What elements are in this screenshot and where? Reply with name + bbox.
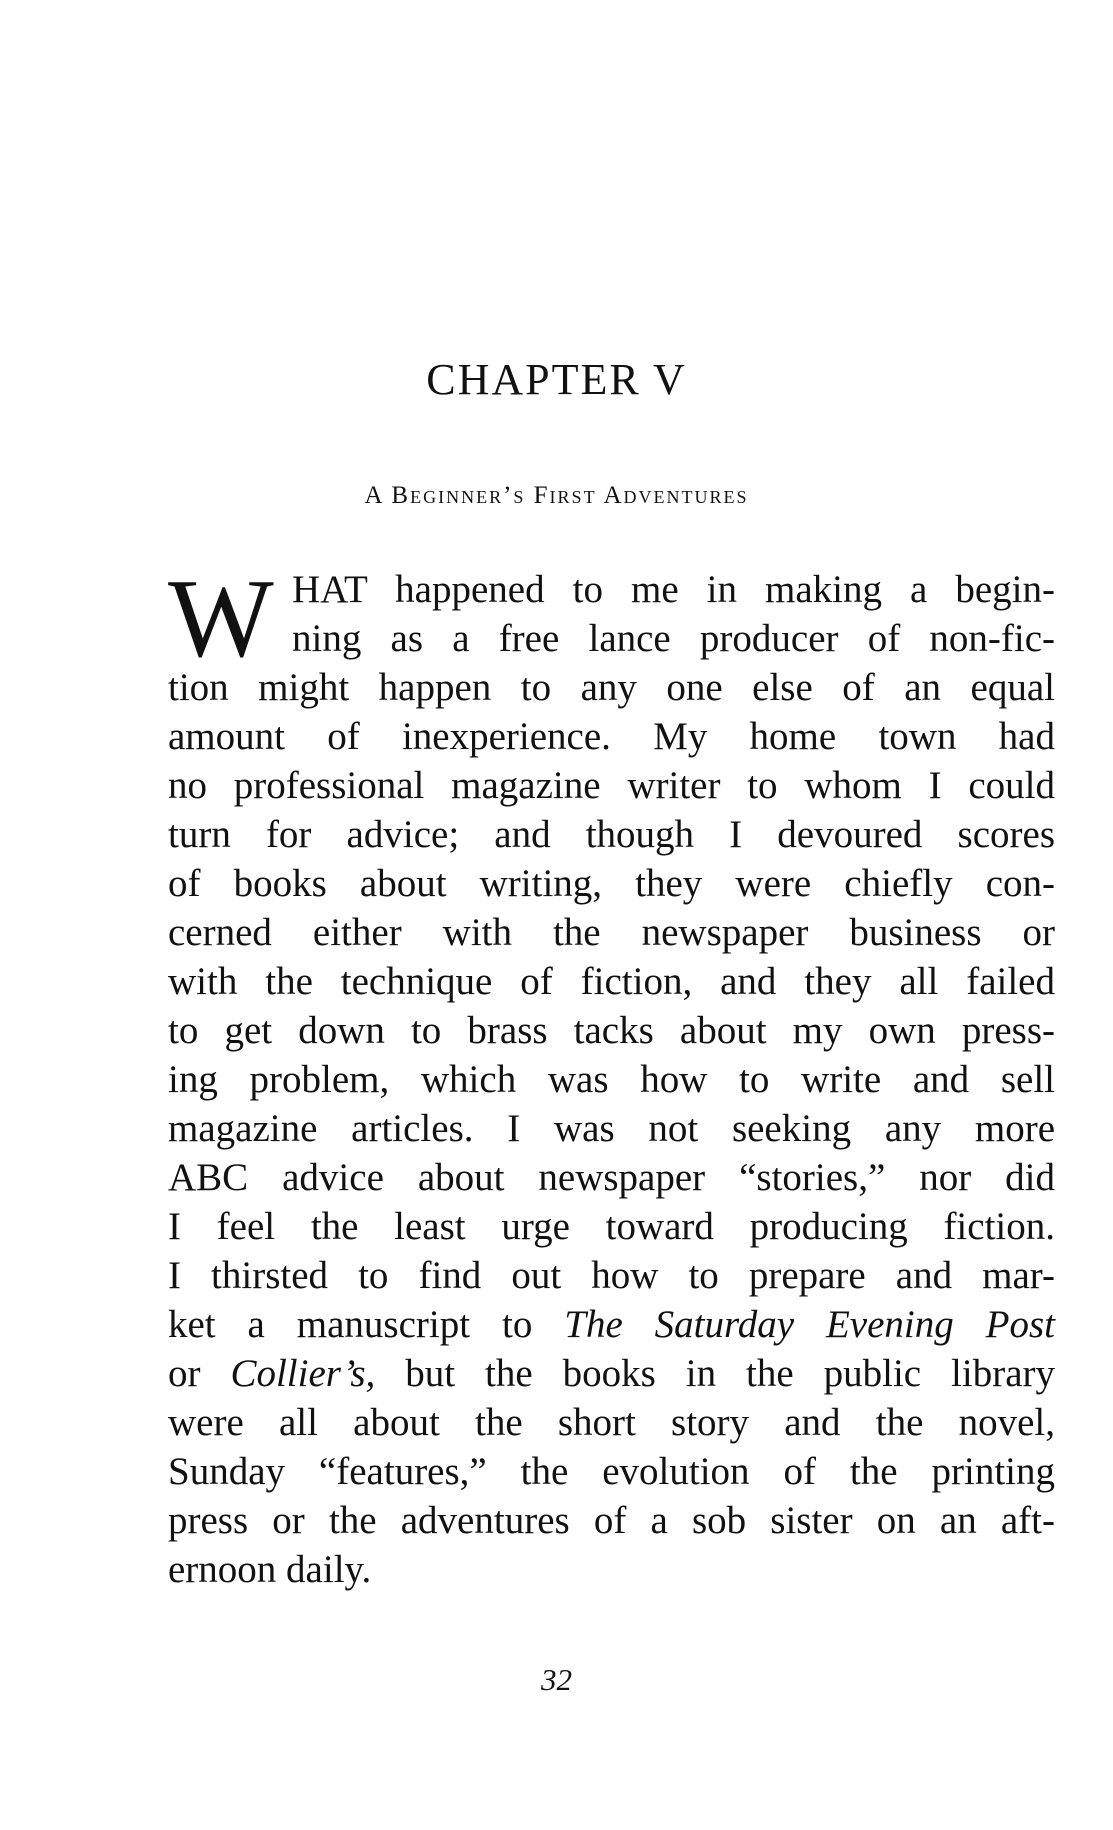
text-line: Sunday “features,” the evolution of the printing — [168, 1450, 1055, 1493]
chapter-title: CHAPTER V — [426, 355, 687, 404]
text-segment: ket a manuscript to — [168, 1303, 565, 1346]
text-line: ing problem, which was how to write and sell — [168, 1058, 1055, 1101]
text-line: I thirsted to find out how to prepare and mar- — [168, 1254, 1055, 1297]
text-line: with the technique of fiction, and they all failed — [168, 960, 1055, 1003]
text-line: ning as a free lance producer of non-fic- — [292, 617, 1055, 660]
text-segment: but the books in the public library — [375, 1352, 1055, 1395]
text-line-mixed — [168, 1349, 1055, 1398]
body-paragraph — [168, 557, 1055, 1594]
chapter-subtitle: A Beginner’s First Adventures — [364, 482, 749, 509]
text-line: no professional magazine writer to whom I could — [168, 764, 1055, 807]
text-line: cerned either with the newspaper business or — [168, 911, 1055, 954]
text-line: HAT happened to me in making a begin- — [292, 568, 1055, 611]
text-line: tion might happen to any one else of an equal — [168, 666, 1055, 709]
text-segment: or — [168, 1352, 231, 1395]
drop-cap: W — [168, 557, 274, 681]
text-line: were all about the short story and the novel, — [168, 1401, 1055, 1444]
text-line-mixed — [168, 1300, 1055, 1349]
text-line: magazine articles. I was not seeking any more — [168, 1107, 1055, 1150]
text-line: press or the adventures of a sob sister on an aft- — [168, 1499, 1055, 1542]
italic-title: Collier’s, — [230, 1352, 376, 1395]
italic-title: The Saturday Evening Post — [564, 1303, 1055, 1346]
text-line: turn for advice; and though I devoured scores — [168, 813, 1055, 856]
text-line: amount of inexperience. My home town had — [168, 715, 1055, 758]
text-line: I feel the least urge toward producing fiction. — [168, 1205, 1055, 1248]
text-line: of books about writing, they were chiefly con- — [168, 862, 1055, 905]
text-line: ernoon daily. — [168, 1548, 372, 1591]
text-line: ABC advice about newspaper “stories,” nor did — [168, 1156, 1055, 1199]
page-number: 32 — [541, 1662, 572, 1697]
text-line: to get down to brass tacks about my own press- — [168, 1009, 1055, 1052]
